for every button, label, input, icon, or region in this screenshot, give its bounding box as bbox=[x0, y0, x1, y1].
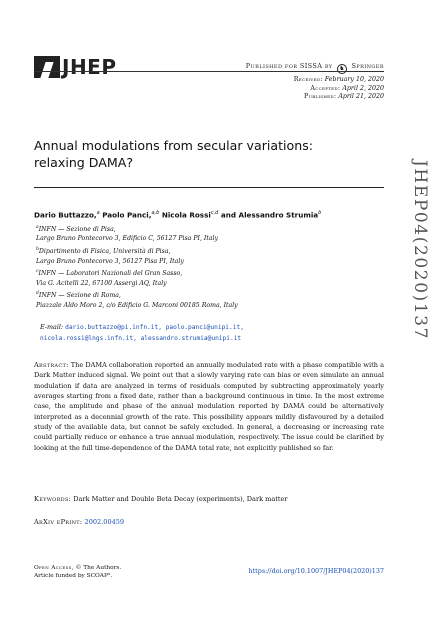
abstract-label: Abstract: bbox=[34, 361, 69, 369]
email-label: E-mail: bbox=[40, 323, 64, 331]
keywords-text: Dark Matter and Double Beta Decay (experiments), Dark matter bbox=[73, 495, 288, 503]
affiliations bbox=[36, 223, 356, 312]
author-name: Paolo Panci, bbox=[102, 210, 152, 220]
affiliation: $^c$INFN — Laboratori Nazionali del Gran Sasso, Via G. Acitelli 22, 67100 Assergi AQ, Italy bbox=[36, 269, 183, 287]
email-link[interactable]: nicola.rossi@lngs.infn.it, alessandro.strumia@unipi.it bbox=[40, 335, 242, 342]
publisher-line bbox=[246, 62, 384, 74]
published-for-text: Published for SISSA by bbox=[245, 62, 333, 70]
abstract bbox=[34, 360, 384, 453]
date-published: Published: April 21, 2020 bbox=[304, 93, 384, 101]
keywords bbox=[34, 495, 384, 503]
title-rule bbox=[34, 187, 384, 188]
open-access-note: Open Access, © The Authors. Article funded by SCOAP³. bbox=[34, 565, 122, 579]
author-emails bbox=[40, 322, 244, 344]
arxiv-eprint bbox=[34, 518, 124, 526]
affiliation: $^b$Dipartimento di Fisica, Università di Pisa, Largo Bruno Pontecorvo 3, 56127 Pisa PI, Italy bbox=[36, 247, 184, 265]
date-accepted: Accepted: April 2, 2020 bbox=[310, 84, 384, 92]
publication-dates bbox=[294, 76, 384, 102]
author-name: Alessandro Strumia bbox=[238, 210, 319, 220]
arxiv-link[interactable]: 2002.00459 bbox=[84, 518, 125, 526]
affiliation: $^a$INFN — Sezione di Pisa, Largo Bruno Pontecorvo 3, Edificio C, 56127 Pisa PI, Italy bbox=[36, 225, 218, 243]
side-article-id: JHEP04(2020)137 bbox=[410, 160, 430, 341]
keywords-label: Keywords: bbox=[34, 495, 72, 503]
doi-link[interactable]: https://doi.org/10.1007/JHEP04(2020)137 bbox=[248, 567, 384, 575]
author-list: Dario Buttazzo,$^a$ Paolo Panci,$^{a,b}$ Nicola Rossi$^{c,d}$ and Alessandro Strumia$^b$ bbox=[34, 210, 322, 220]
logo-text: JHEP bbox=[62, 55, 117, 79]
date-received: Received: February 10, 2020 bbox=[293, 76, 384, 83]
header-rule bbox=[34, 71, 384, 72]
author-name: Nicola Rossi bbox=[161, 210, 211, 220]
journal-logo bbox=[34, 56, 126, 80]
publisher-name: Springer bbox=[351, 62, 384, 70]
arxiv-label: ArXiv ePrint: bbox=[34, 518, 83, 526]
author-name: Dario Buttazzo, bbox=[34, 210, 97, 220]
springer-horse-icon: ♞ bbox=[337, 64, 347, 74]
email-link[interactable]: dario.buttazzo@pi.infn.it, paolo.panci@unipi.it, bbox=[65, 324, 244, 331]
abstract-text: The DAMA collaboration reported an annually modulated rate with a phase compatible with a Dark Matter induced signal. We point out that a slowly varying rate can bias or even simulate an annual modulation if data are analyzed in terms of residuals computed by subtracting approximately yearly averages starting from a fixed date, rather than a background continuous in time. In the most extreme case, the amplitude and phase of the annual modulation reported by DAMA could be alternatively interpreted as a decennial growth of the rate. This possibility appears mildly disfavoured by a detailed study of the available data, but cannot be safely excluded. In general, a decreasing or increasing rate could partially reduce or enhance a true annual modulation, respectively. The issue could be clarified by looking at the full time-dependence of the DAMA total rate, not explicitly published so far. bbox=[34, 361, 384, 452]
affiliation: $^d$INFN — Sezione di Roma, Piazzale Aldo Moro 2, c/o Edificio G. Marconi 00185 Roma, Italy bbox=[36, 291, 238, 309]
paper-title: Annual modulations from secular variations: relaxing DAMA? bbox=[34, 138, 314, 170]
